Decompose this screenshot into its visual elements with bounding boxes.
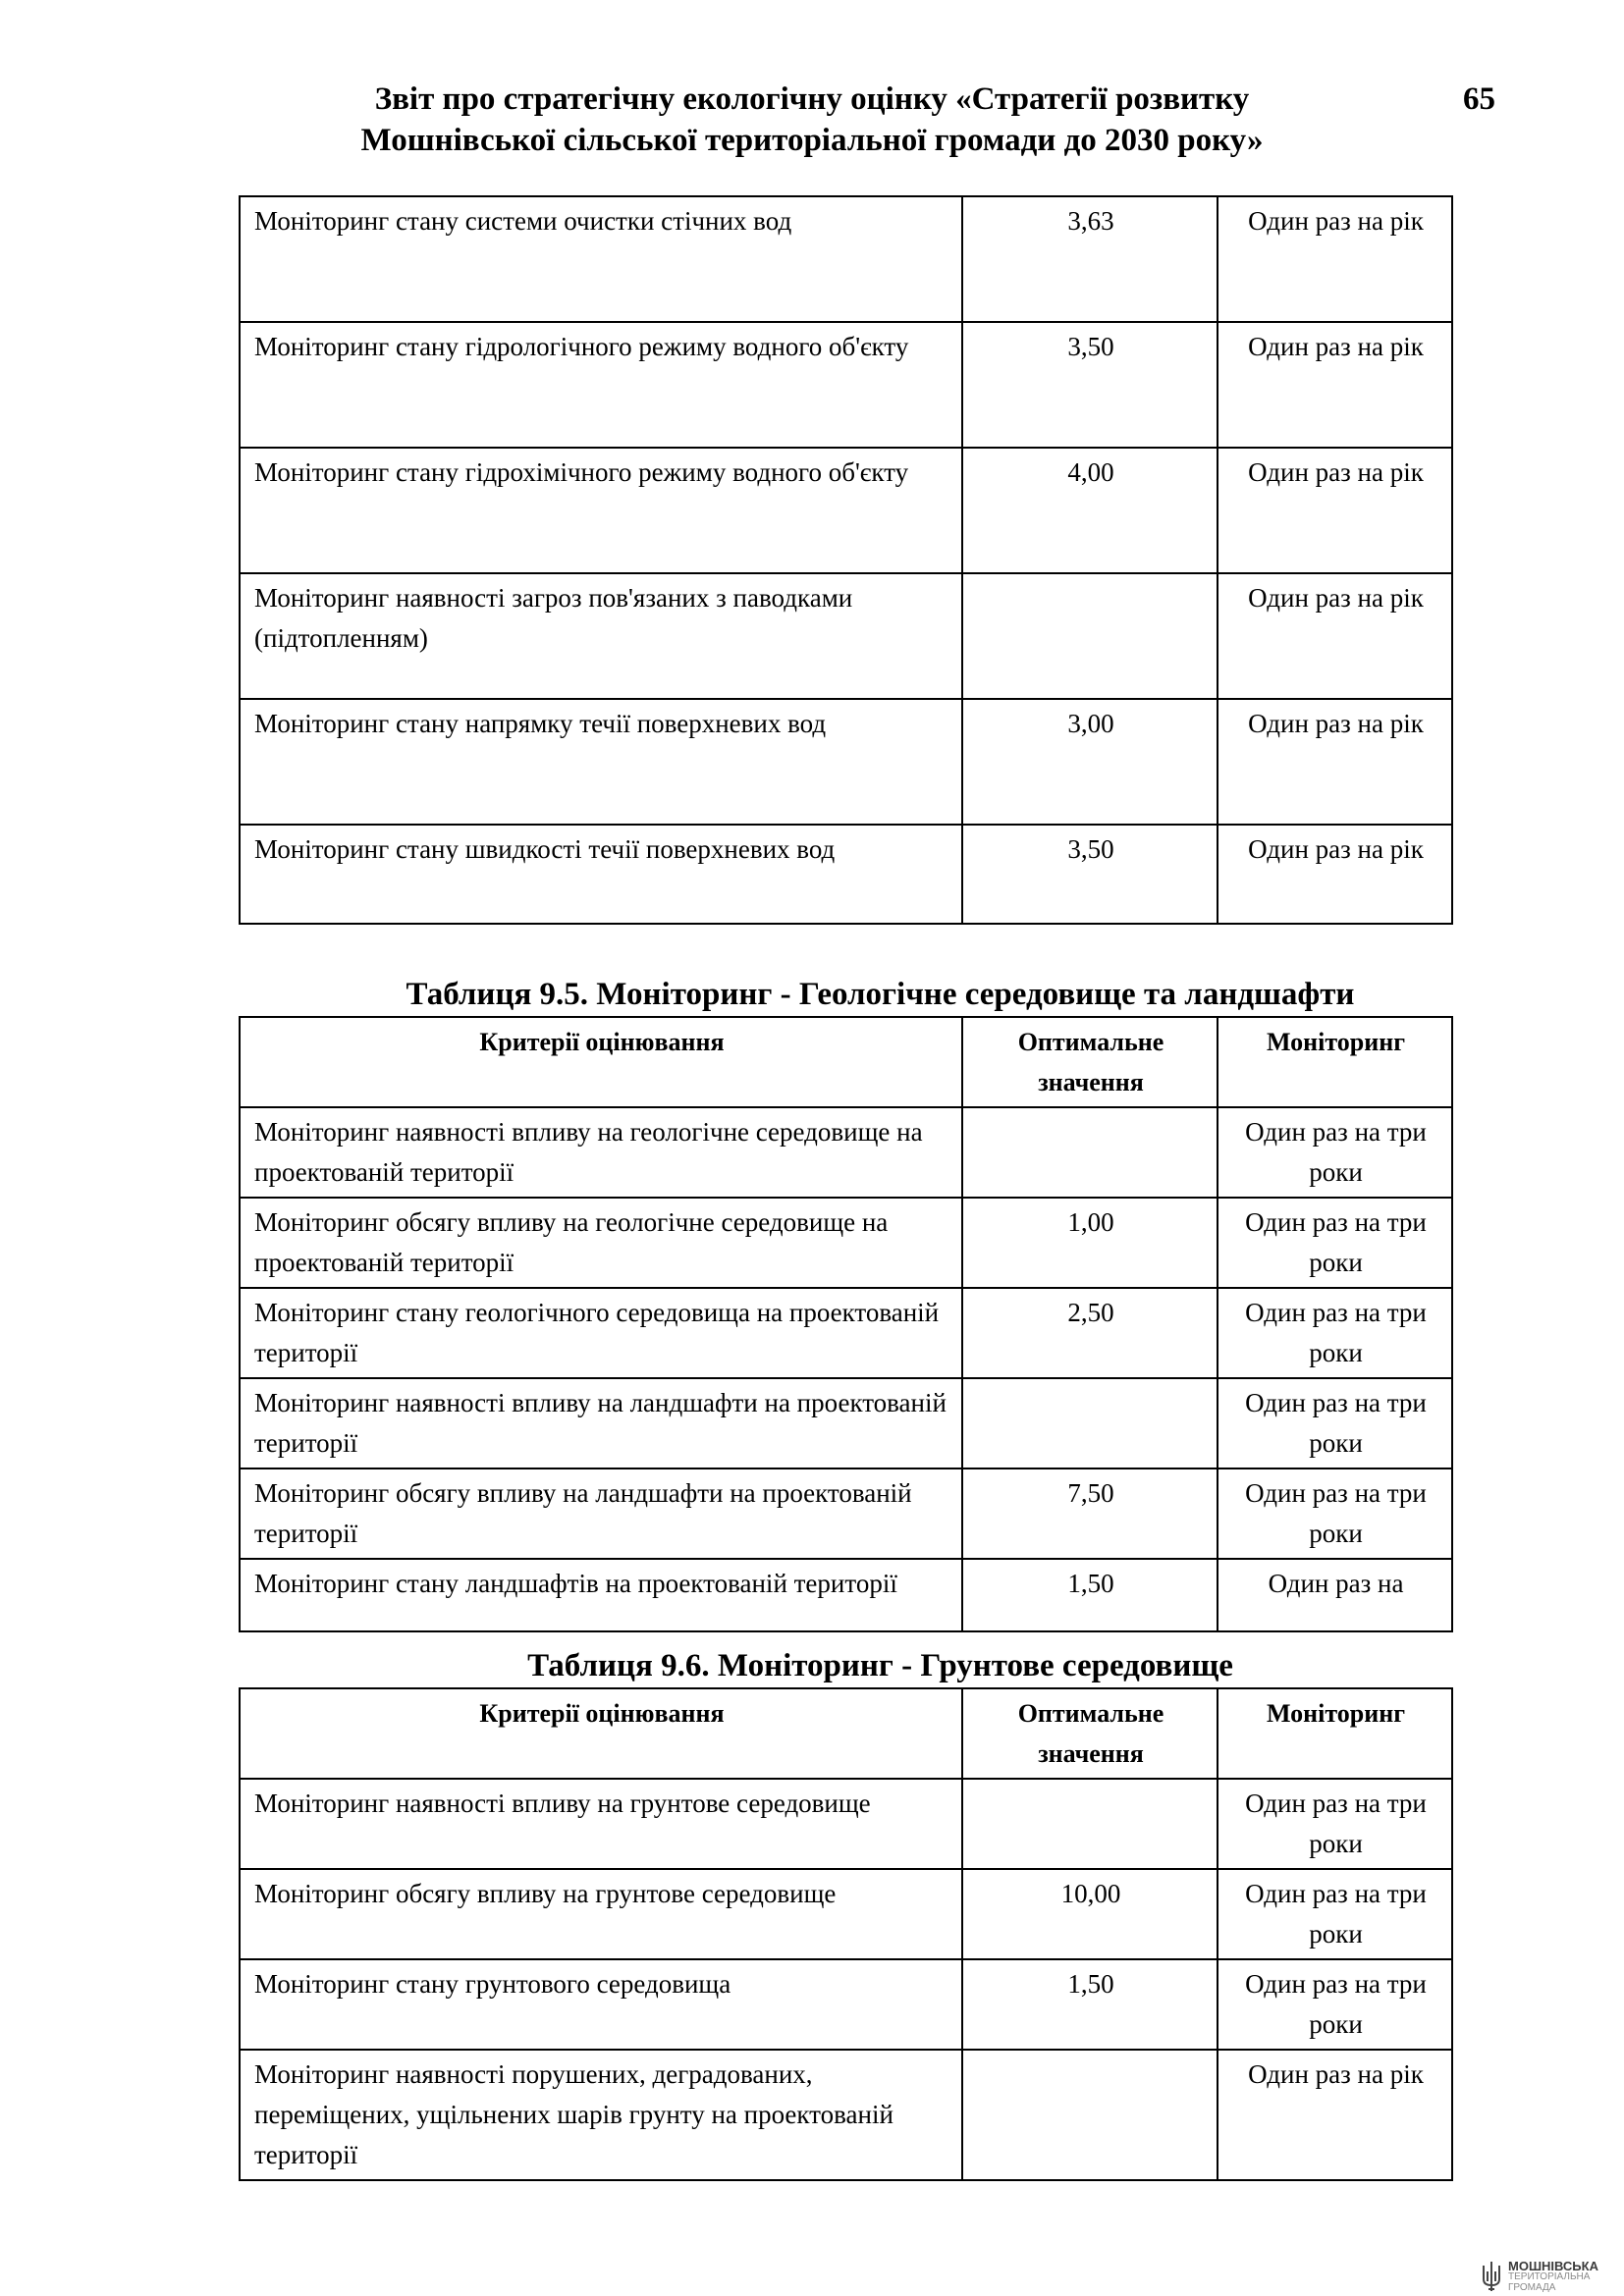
criterion-cell: Моніторинг стану гідрохімічного режиму водного об'єкту xyxy=(240,448,962,573)
header-criterion: Критерії оцінювання xyxy=(240,1688,962,1779)
monitoring-cell: Один раз на три роки xyxy=(1218,1107,1452,1198)
community-logo xyxy=(1481,2260,1598,2293)
table-row xyxy=(240,825,1452,924)
page-number: 65 xyxy=(1463,81,1495,117)
logo-line-2: ТЕРИТОРІАЛЬНА xyxy=(1508,2270,1591,2282)
table-row xyxy=(240,1288,1452,1378)
header-line-1: Звіт про стратегічну екологічну оцінку «Стратегії розвитку xyxy=(374,81,1250,117)
monitoring-cell: Один раз на xyxy=(1218,1559,1452,1631)
monitoring-cell: Один раз на три роки xyxy=(1218,1959,1452,2050)
table-row xyxy=(240,2050,1452,2180)
logo-text xyxy=(1508,2258,1598,2293)
optimal-value-cell: 1,00 xyxy=(962,1198,1218,1288)
criterion-cell: Моніторинг обсягу впливу на ландшафти на проектованій території xyxy=(240,1468,962,1559)
table-header-row xyxy=(240,1688,1452,1779)
table-row xyxy=(240,1779,1452,1869)
criterion-cell: Моніторинг обсягу впливу на геологічне середовище на проектованій території xyxy=(240,1198,962,1288)
header-optimal-value: Оптимальне значення xyxy=(962,1017,1218,1107)
header-criterion: Критерії оцінювання xyxy=(240,1017,962,1107)
criterion-cell: Моніторинг наявності впливу на геологічне середовище на проектованій території xyxy=(240,1107,962,1198)
table-row xyxy=(240,1959,1452,2050)
optimal-value-cell: 2,50 xyxy=(962,1288,1218,1378)
table-9-6-caption: Таблиця 9.6. Моніторинг - Грунтове середовище xyxy=(527,1648,1233,1683)
monitoring-cell: Один раз на рік xyxy=(1218,825,1452,924)
criterion-cell: Моніторинг стану напрямку течії поверхневих вод xyxy=(240,699,962,825)
monitoring-cell: Один раз на рік xyxy=(1218,699,1452,825)
header-optimal-value: Оптимальне значення xyxy=(962,1688,1218,1779)
table-row xyxy=(240,1198,1452,1288)
header-line-2: Мошнівської сільської територіальної громади до 2030 року» xyxy=(360,123,1264,158)
optimal-value-cell: 3,50 xyxy=(962,322,1218,448)
criterion-cell: Моніторинг наявності впливу на грунтове середовище xyxy=(240,1779,962,1869)
table-row xyxy=(240,1107,1452,1198)
header-monitoring: Моніторинг xyxy=(1218,1688,1452,1779)
criterion-cell: Моніторинг наявності загроз пов'язаних з паводками (підтопленням) xyxy=(240,573,962,699)
optimal-value-cell: 4,00 xyxy=(962,448,1218,573)
monitoring-cell: Один раз на три роки xyxy=(1218,1378,1452,1468)
table-9-5-geological xyxy=(239,1016,1453,1632)
monitoring-cell: Один раз на рік xyxy=(1218,196,1452,322)
table-9-6-soil xyxy=(239,1687,1453,2181)
criterion-cell: Моніторинг стану геологічного середовища на проектованій території xyxy=(240,1288,962,1378)
criterion-cell: Моніторинг обсягу впливу на грунтове середовище xyxy=(240,1869,962,1959)
table-row xyxy=(240,322,1452,448)
optimal-value-cell: 3,63 xyxy=(962,196,1218,322)
table-row xyxy=(240,573,1452,699)
monitoring-cell: Один раз на рік xyxy=(1218,322,1452,448)
monitoring-cell: Один раз на три роки xyxy=(1218,1468,1452,1559)
optimal-value-cell: 3,00 xyxy=(962,699,1218,825)
monitoring-cell: Один раз на три роки xyxy=(1218,1198,1452,1288)
logo-line-1: МОШНІВСЬКА xyxy=(1508,2258,1598,2273)
optimal-value-cell xyxy=(962,1378,1218,1468)
criterion-cell: Моніторинг стану системи очистки стічних вод xyxy=(240,196,962,322)
monitoring-cell: Один раз на три роки xyxy=(1218,1288,1452,1378)
optimal-value-cell: 3,50 xyxy=(962,825,1218,924)
optimal-value-cell xyxy=(962,1107,1218,1198)
criterion-cell: Моніторинг наявності порушених, деградованих, переміщених, ущільнених шарів грунту на проектованій території xyxy=(240,2050,962,2180)
logo-line-3: ГРОМАДА xyxy=(1508,2281,1556,2293)
monitoring-cell: Один раз на три роки xyxy=(1218,1869,1452,1959)
table-row xyxy=(240,1378,1452,1468)
header-monitoring: Моніторинг xyxy=(1218,1017,1452,1107)
table-row xyxy=(240,1468,1452,1559)
monitoring-cell: Один раз на рік xyxy=(1218,2050,1452,2180)
criterion-cell: Моніторинг стану грунтового середовища xyxy=(240,1959,962,2050)
optimal-value-cell xyxy=(962,573,1218,699)
monitoring-cell: Один раз на рік xyxy=(1218,573,1452,699)
monitoring-cell: Один раз на три роки xyxy=(1218,1779,1452,1869)
optimal-value-cell: 1,50 xyxy=(962,1559,1218,1631)
table-header-row xyxy=(240,1017,1452,1107)
table-9-5-caption: Таблиця 9.5. Моніторинг - Геологічне середовище та ландшафти xyxy=(406,977,1355,1012)
optimal-value-cell: 7,50 xyxy=(962,1468,1218,1559)
optimal-value-cell: 10,00 xyxy=(962,1869,1218,1959)
monitoring-cell: Один раз на рік xyxy=(1218,448,1452,573)
optimal-value-cell xyxy=(962,1779,1218,1869)
table-row xyxy=(240,699,1452,825)
table-row xyxy=(240,1869,1452,1959)
table-water-monitoring xyxy=(239,195,1453,925)
criterion-cell: Моніторинг наявності впливу на ландшафти на проектованій території xyxy=(240,1378,962,1468)
criterion-cell: Моніторинг стану швидкості течії поверхневих вод xyxy=(240,825,962,924)
table-row xyxy=(240,196,1452,322)
criterion-cell: Моніторинг стану ландшафтів на проектованій території xyxy=(240,1559,962,1631)
page-header xyxy=(196,79,1428,161)
optimal-value-cell xyxy=(962,2050,1218,2180)
table-row xyxy=(240,448,1452,573)
optimal-value-cell: 1,50 xyxy=(962,1959,1218,2050)
criterion-cell: Моніторинг стану гідрологічного режиму водного об'єкту xyxy=(240,322,962,448)
trident-icon xyxy=(1481,2260,1502,2293)
table-row xyxy=(240,1559,1452,1631)
